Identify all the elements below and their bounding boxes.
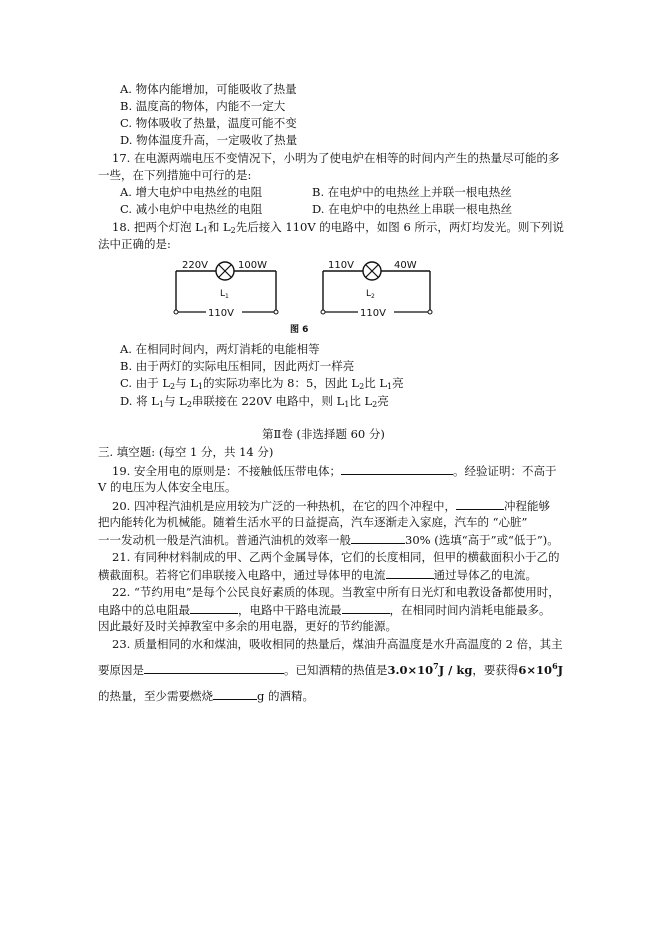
figure-6-circuits: [168, 254, 438, 336]
q17-stem-line2: 一些，在下列措施中可行的是:: [98, 168, 252, 182]
q23-heat-amount: $6\times 10^6J$: [518, 661, 564, 677]
q16-option-a: A. 物体内能增加，可能吸收了热量: [120, 82, 297, 96]
q22-blank-2[interactable]: [342, 601, 390, 614]
left-supply-voltage: 110V: [208, 308, 234, 319]
figure-caption: 图 6: [290, 325, 309, 335]
q20-line2: 把内能转化为机械能。随着生活水平的日益提高，汽车逐渐走入家庭，汽车的 “心脏”: [98, 515, 528, 529]
q23-line2: 要原因是 。已知酒精的热值是$3.0\times 10^7J$ / kg，要获得$6\times 10^6J$: [98, 661, 564, 677]
q18-option-c: C. 由于 $L_2$与 $L_1$的实际功率比为 8：5，因此 $L_2$比 $L_1$亮: [120, 376, 404, 391]
circuit-left: [174, 260, 278, 319]
right-lamp-power: 40W: [394, 260, 417, 271]
circuit-right: [321, 260, 432, 319]
q20-line1: 20. 四冲程汽油机是应用较为广泛的一种热机，在它的四个冲程中， 冲程能够: [112, 499, 550, 513]
q18-option-d: D. 将 $L_1$与 $L_2$串联接在 220V 电路中，则 $L_1$比 $L_2$亮: [120, 394, 389, 409]
q21-blank-1[interactable]: [386, 566, 434, 579]
q16-option-b: B. 温度高的物体，内能不一定大: [120, 99, 286, 113]
q17-option-c: C. 减小电炉中电热丝的电阻: [120, 202, 263, 216]
part-3-heading: 三. 填空题: (每空 1 分，共 14 分): [98, 445, 274, 459]
q21-line1: 21. 有同种材料制成的甲、乙两个金属导体，它们的长度相同，但甲的横截面积小于乙的: [112, 550, 560, 564]
q20-blank-2[interactable]: [351, 531, 405, 544]
q19-line1: 19. 安全用电的原则是：不接触低压带电体； 。经验证明：不高于: [112, 464, 557, 478]
q23-heat-value: $3.0\times 10^7J$ / kg: [387, 661, 473, 677]
q18-option-b: B. 由于两灯的实际电压相同，因此两灯一样亮: [120, 359, 355, 373]
q18-stem-line1: 18. 把两个灯泡 $L_1$和 $L_2$先后接入 110V 的电路中，如图 6 所示，两灯均发光。则下列说: [112, 220, 564, 235]
q19-blank-1[interactable]: [341, 462, 453, 475]
q21-line2: 横截面积。若将它们串联接入电路中，通过导体甲的电流 通过导体乙的电流。: [98, 568, 537, 582]
lamp-l2-label: $L_2$: [366, 289, 375, 300]
lamp-l1-label: $L_1$: [220, 289, 229, 300]
q18-stem-line2: 法中正确的是:: [98, 237, 171, 251]
q22-blank-1[interactable]: [190, 601, 238, 614]
q23-line1: 23. 质量相同的水和煤油，吸收相同的热量后，煤油升高温度是水升高温度的 2 倍，其主: [112, 637, 563, 651]
q19-line2: V 的电压为人体安全电压。: [98, 480, 237, 494]
q16-option-c: C. 物体吸收了热量，温度可能不变: [120, 116, 297, 130]
q22-line2: 电路中的总电阻最 ，电路中干路电流最 ，在相同时间内消耗电能最多。: [98, 603, 551, 617]
q23-blank-2[interactable]: [213, 687, 257, 700]
left-lamp-power: 100W: [238, 260, 267, 271]
left-lamp-voltage: 220V: [182, 260, 208, 271]
q17-stem-line1: 17. 在电源两端电压不变情况下，小明为了使电炉在相等的时间内产生的热量尽可能的多: [112, 151, 560, 165]
q23-blank-1[interactable]: [144, 661, 284, 674]
q16-option-d: D. 物体温度升高，一定吸收了热量: [120, 133, 298, 147]
q20-line3: 一一发动机一般是汽油机。普通汽油机的效率一般 30% (选填“高于”或“低于”)。: [98, 533, 559, 547]
q17-option-d: D. 在电炉中的电热丝上串联一根电热丝: [312, 202, 513, 216]
q17-option-a: A. 增大电炉中电热丝的电阻: [120, 185, 263, 199]
right-supply-voltage: 110V: [360, 308, 386, 319]
section-2-title: 第Ⅱ卷 (非选择题 60 分): [262, 427, 385, 441]
q22-line1: 22. “节约用电”是每个公民良好素质的体现。当教室中所有日光灯和电教设备都使用时，: [112, 585, 560, 599]
q22-line3: 因此最好及时关掉教室中多余的用电器，更好的节约能源。: [98, 619, 397, 633]
q18-option-a: A. 在相同时间内，两灯消耗的电能相等: [120, 342, 320, 356]
right-lamp-voltage: 110V: [328, 260, 354, 271]
q23-line3: 的热量，至少需要燃烧 g 的酒精。: [98, 689, 315, 703]
q17-option-b: B. 在电炉中的电热丝上并联一根电热丝: [312, 185, 512, 199]
q20-blank-1[interactable]: [456, 497, 504, 510]
